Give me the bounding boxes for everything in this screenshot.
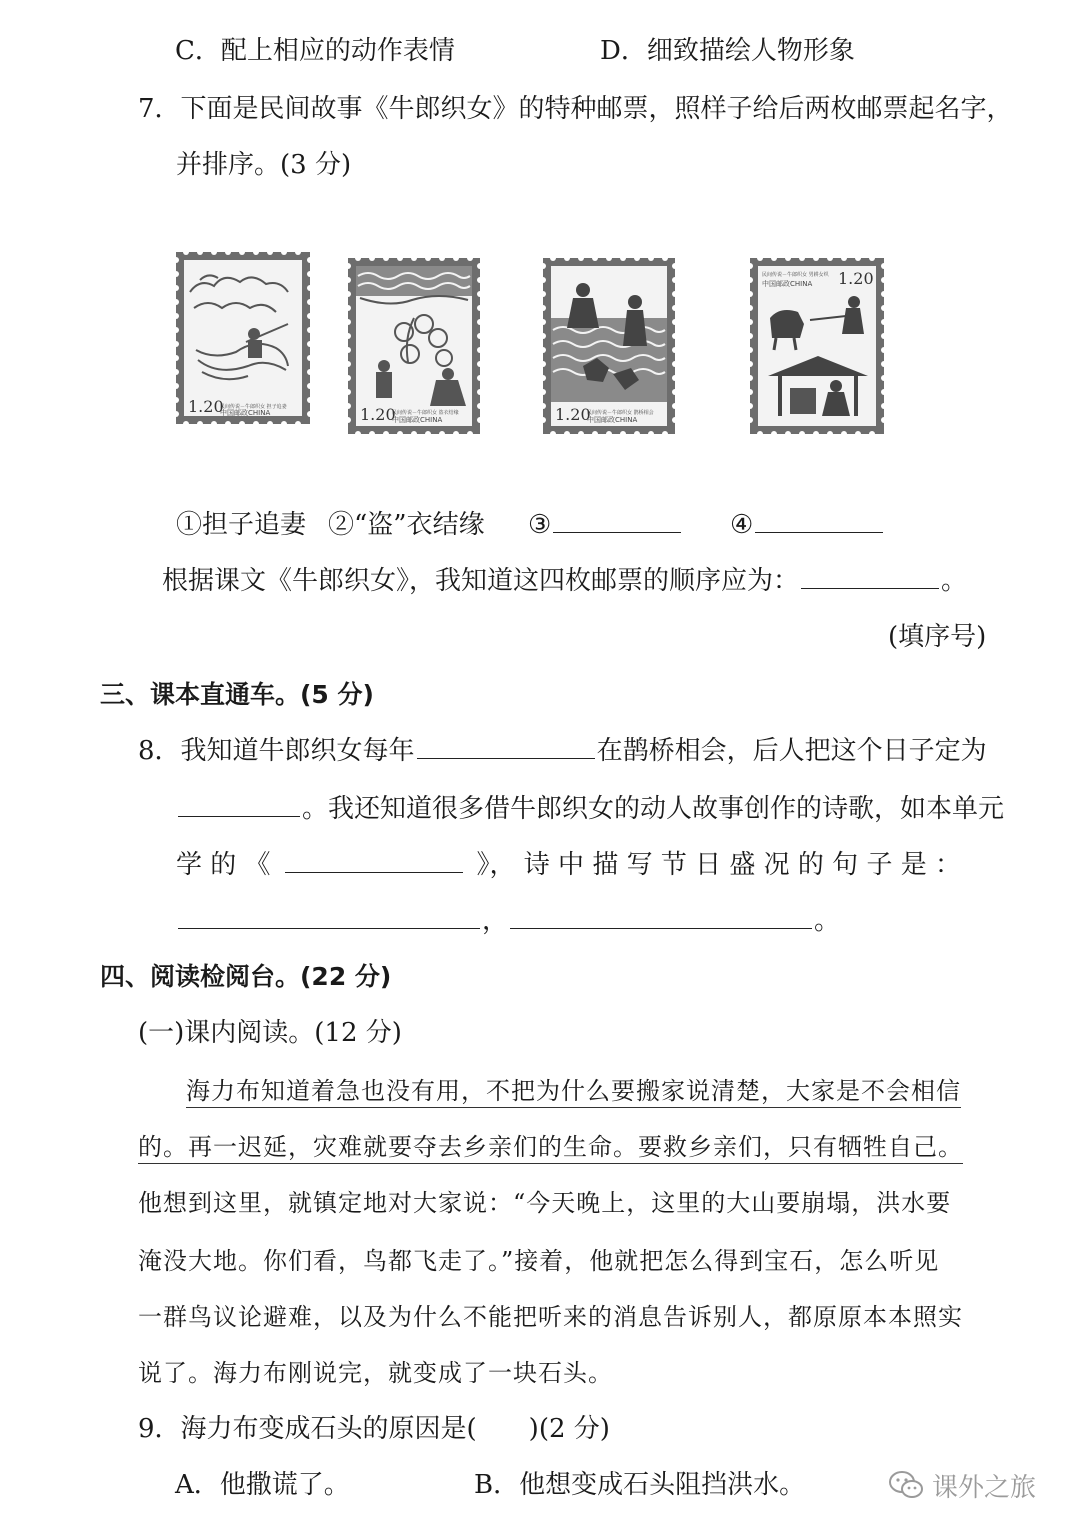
q8-number: 8．: [138, 736, 181, 766]
q7-text-line2: 并排序。(3 分): [176, 150, 352, 180]
stamp-2-postal: 中国邮政CHINA: [392, 416, 443, 424]
stamp-3-price: 1.20: [555, 405, 591, 424]
stamp-2-series: 民间传说－牛郎织女 盗衣结缘: [392, 410, 459, 416]
watermark: [888, 1460, 1063, 1510]
section4-sub1: (一)课内阅读。(12 分): [138, 1018, 402, 1048]
order-blank[interactable]: [801, 564, 939, 589]
stamp-3-postal: 中国邮政CHINA: [587, 416, 638, 424]
stamp-name-3-blank[interactable]: [553, 508, 681, 533]
section3-title: 三、课本直通车。(5 分): [100, 680, 374, 709]
stamp-name-4-blank[interactable]: [755, 508, 883, 533]
stamp-3: [543, 258, 675, 434]
stamp-4-price: 1.20: [838, 269, 874, 288]
stamp-4-postal: 中国邮政CHINA: [762, 280, 813, 288]
option-c: C．配上相应的动作表情: [175, 36, 455, 66]
q8-blank-verse1[interactable]: [178, 904, 480, 929]
order-text: 根据课文《牛郎织女》，我知道这四枚邮票的顺序应为：: [162, 566, 800, 596]
stamp-2-price: 1.20: [360, 405, 396, 424]
q8-blank-festival[interactable]: [178, 792, 300, 817]
q7-text-line1: 下面是民间故事《牛郎织女》的特种邮票，照样子给后两枚邮票起名字，: [180, 94, 1013, 124]
q9-option-b: B．他想变成石头阻挡洪水。: [474, 1470, 806, 1500]
q8-line4: [176, 904, 840, 938]
stamp-4-series: 民间传说－牛郎织女 男耕女织: [762, 272, 829, 278]
q8-line2-text: 。我还知道很多借牛郎织女的动人故事创作的诗歌，如本单元: [302, 794, 1005, 824]
stamp-name-4: [730, 508, 885, 542]
wechat-icon: [888, 1470, 924, 1500]
passage-line-3: 他想到这里，就镇定地对大家说：“今天晚上，这里的大山要崩塌，洪水要: [138, 1189, 952, 1217]
q8-line3-a: 学 的 《: [176, 850, 271, 880]
q9-question: 9．海力布变成石头的原因是( )(2 分): [138, 1414, 610, 1444]
q8-blank-date[interactable]: [417, 734, 595, 759]
passage-line-6: 说了。海力布刚说完，就变成了一块石头。: [138, 1359, 613, 1387]
q7-number: 7．: [138, 94, 181, 124]
stamp-2: [348, 258, 480, 434]
passage-line-5: 一群鸟议论避难，以及为什么不能把听来的消息告诉别人，都原原本本照实: [138, 1303, 963, 1331]
stamp-name-3: [528, 508, 683, 542]
stamp-1-price: 1.20: [188, 397, 224, 416]
q8-blank-verse2[interactable]: [510, 904, 812, 929]
q8-line3-b: 》， 诗 中 描 写 节 日 盛 况 的 句 子 是 ：: [476, 850, 961, 880]
order-end: 。: [941, 566, 968, 596]
q9-option-a: A．他撒谎了。: [175, 1470, 350, 1500]
passage-line-4: 淹没大地。你们看，鸟都飞走了。”接着，他就把怎么得到宝石，怎么听见: [138, 1247, 940, 1275]
q8-line4-mid: ，: [482, 906, 509, 936]
q8-line3: [176, 848, 961, 882]
q8-line1-a: 我知道牛郎织女每年: [180, 736, 415, 766]
stamp-name-3-label: ③: [528, 510, 552, 540]
option-d: D．细致描绘人物形象: [600, 36, 855, 66]
stamp-name-2: ②“盗”衣结缘: [328, 510, 485, 540]
q8-line1: [138, 734, 987, 768]
stamp-1-series: 民间传说－牛郎织女 担子追妻: [220, 404, 287, 410]
stamp-name-1: ①担子追妻: [176, 510, 307, 540]
q7-line1: [138, 92, 1013, 126]
passage-line-1: [186, 1074, 961, 1108]
passage-line-2-text: 的。再一迟延，灾难就要夺去乡亲们的生命。要救乡亲们，只有牺牲自己。: [138, 1133, 963, 1164]
q8-line2: [176, 792, 1004, 826]
stamp-3-series: 民间传说－牛郎织女 鹊桥相会: [587, 410, 654, 416]
q8-line4-end: 。: [814, 906, 841, 936]
stamp-4: [750, 258, 884, 434]
stamp-name-4-label: ④: [730, 510, 754, 540]
watermark-text: 课外之旅: [932, 1472, 1037, 1503]
stamp-1: [176, 252, 310, 424]
stamp-1-postal: 中国邮政CHINA: [220, 409, 271, 417]
passage-line-1-text: 海力布知道着急也没有用，不把为什么要搬家说清楚，大家是不会相信: [186, 1077, 961, 1108]
passage-line-2: [138, 1130, 963, 1164]
q8-blank-poem[interactable]: [285, 848, 463, 873]
order-hint: (填序号): [888, 622, 987, 652]
section4-title: 四、阅读检阅台。(22 分): [100, 962, 392, 991]
order-line: [162, 564, 967, 598]
q8-line1-b: 在鹊桥相会，后人把这个日子定为: [596, 736, 987, 766]
